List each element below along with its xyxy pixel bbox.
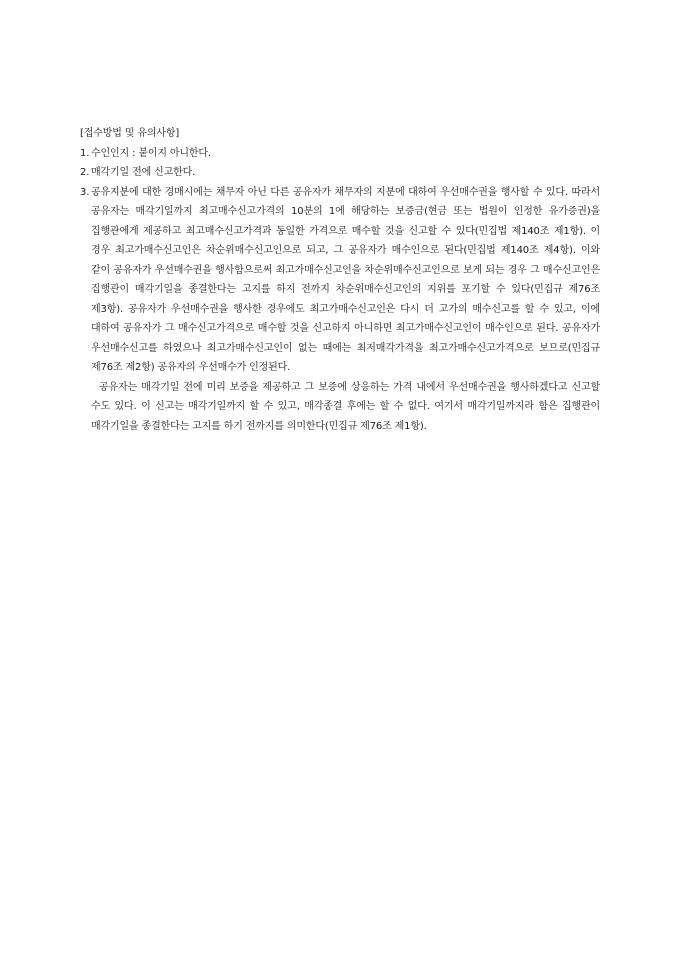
notice-body bbox=[80, 124, 600, 436]
list-item-1 bbox=[80, 144, 600, 164]
list-number: 2. bbox=[80, 167, 90, 178]
list-text: 공유지분에 대한 경매시에는 채무자 아닌 다른 공유자가 채무자의 지분에 대하여 우선매수권을 행사할 수 있다. 따라서 공유자는 매각기일까지 최고매수신고가격의 10분의 1에 해당하는 보증금(현금 또는 법원이 인정한 유가증권)을 집행관에게 제공하고 최고매수신고가격과 동일한 가격으로 매수할 것을 신고할 수 있다(민집법 제140조 제1항). 이 경우 최고가매수신고인은 차순위매수신고인으로 되고, 그 공유자가 매수인으로 된다(민집법 제140조 제4항). 이와 같이 공유자가 우선매수권을 행사함으로써 최고가매수신고인을 차순위매수신고인으로 보게 되는 경우 그 매수신고인은 집행관이 매각기일을 종결한다는 고지를 하지 전까지 차순위매수신고인의 지위를 포기할 수 있다(민집규 제76조 제3항). 공유자가 우선매수권을 행사한 경우에도 최고가매수신고인은 다시 더 고가의 매수신고를 할 수 있고, 이에 대하여 공유자가 그 매수신고가격으로 매수할 것을 신고하지 아니하면 최고가매수신고인이 매수인으로 된다. 공유자가 우선매수신고를 하였으나 최고가매수신고인이 없는 때에는 최저매각가격을 최고가매수신고가격으로 보므로(민집규 제76조 제2항) 공유자의 우선매수가 인정된다. bbox=[91, 186, 600, 373]
list-text: 매각기일 전에 신고한다. bbox=[91, 167, 196, 178]
section-heading: [접수방법 및 유의사항] bbox=[80, 128, 180, 139]
list-item-2 bbox=[80, 163, 600, 183]
list-number: 3. bbox=[80, 186, 90, 198]
list-number: 1. bbox=[80, 147, 90, 159]
continuation-paragraph: 공유자는 매각기일 전에 미리 보증을 제공하고 그 보증에 상응하는 가격 내에서 우선매수권을 행사하겠다고 신고할 수도 있다. 이 신고는 매각기일까지 할 수 있고, 매각종결 후에는 할 수 없다. 여기서 매각기일까지라 함은 집행관이 매각기일을 종결한다는 고지를 하기 전까지를 의미한다(민집규 제76조 제1항). bbox=[91, 381, 600, 432]
list-text: 수인인지 : 붙이지 아니한다. bbox=[91, 147, 211, 159]
list-item-3 bbox=[80, 183, 600, 378]
